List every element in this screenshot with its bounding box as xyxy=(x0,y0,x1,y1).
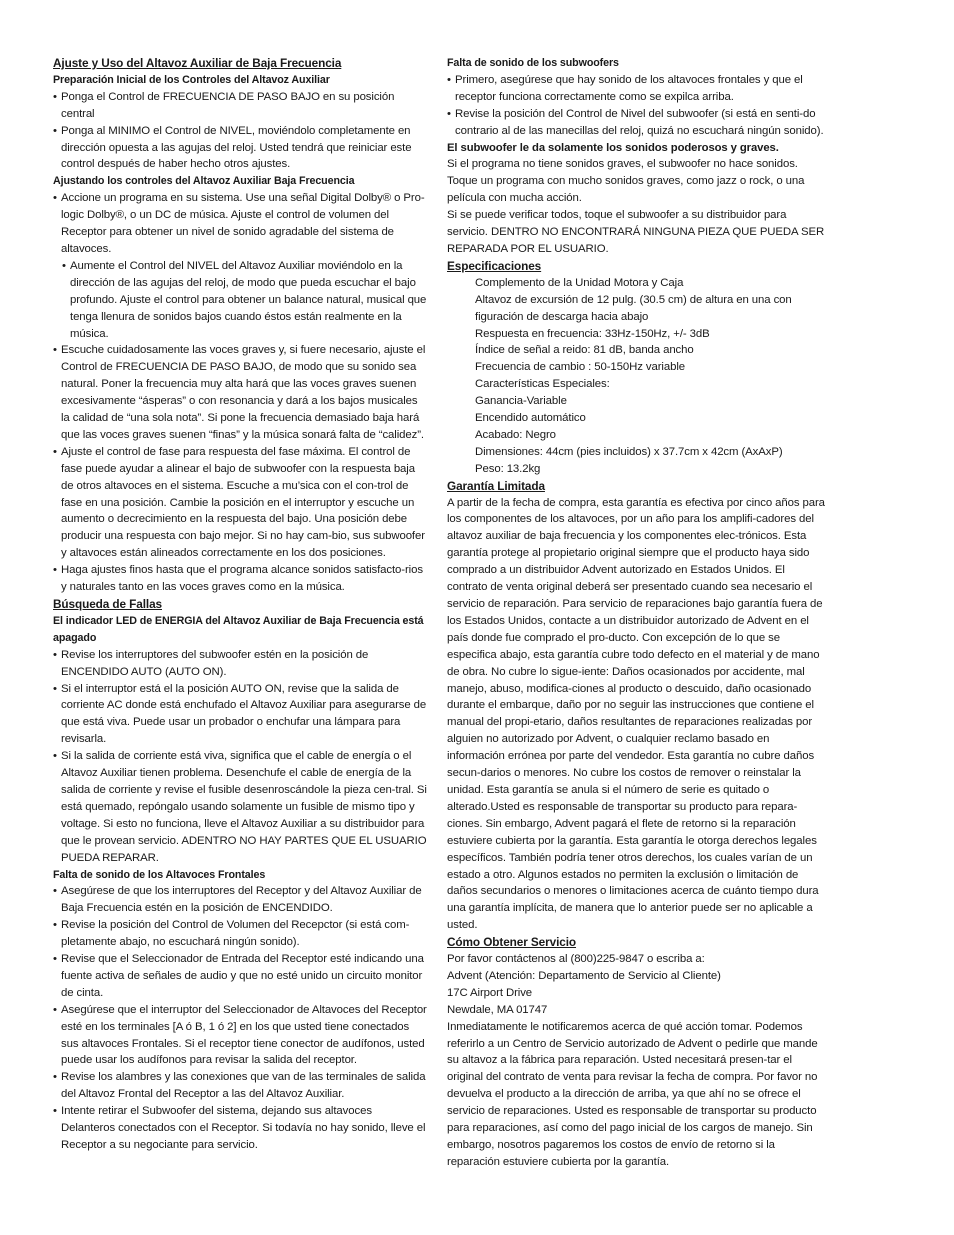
list-item: • Intente retirar el Subwoofer del sistema, dejando sus altavoces Delanteros conectados con el Receptor. Si todavía no hay sonido, lleve el Receptor a su negociante para servicio. xyxy=(53,1103,429,1154)
service-title: Cómo Obtener Servicio xyxy=(447,935,577,950)
spec-item: Altavoz de excursión de 12 pulg. (30.5 cm) de altura en una con figuración de descarga hacia abajo xyxy=(475,293,792,323)
list-item: • Si la salida de corriente está viva, significa que el cable de energía o el Altavoz Auxiliar tienen problema. Desenchufe el cable de energía de la salida de corriente y revise el fusible desenroscándole la pieza cen-tral. Si está quemado, repóngalo usando solamente un fusible de mismo tipo y voltage. Si esto no funciona, lleve el Altavoz Auxiliar a su distribuidor para que le provean servicio. ADENTRO NO HAY PARTES QUE EL USUARIO PUEDA REPARAR. xyxy=(53,748,429,866)
left-column xyxy=(53,55,429,1154)
list-item: • Haga ajustes finos hasta que el programa alcance sonidos satisfacto-rios y naturales tanto en las voces graves como en la música. xyxy=(53,562,429,596)
spec-item: Características Especiales: xyxy=(475,378,610,391)
spec-item: Ganancia-Variable xyxy=(475,395,567,408)
bass-paragraph: Si el programa no tiene sonidos graves, el subwoofer no hace sonidos. Toque un programa con mucho sonidos graves, como jazz o rock, o una película con mucha acción. xyxy=(447,158,805,205)
spec-item: Dimensiones: 44cm (pies incluidos) x 37.7cm x 42cm (AxAxP) xyxy=(475,445,783,458)
spec-item: Complemento de la Unidad Motora y Caja xyxy=(475,276,684,289)
bass-subheading: El subwoofer le da solamente los sonidos poderosos y graves. xyxy=(447,141,779,154)
list-item: • Ponga al MINIMO el Control de NIVEL, moviéndolo completamente en dirección opuesta a las agujas del reloj. Usted tendrá que reiniciar este control después de haber hecho otros ajustes. xyxy=(53,123,429,174)
subs-subheading: Falta de sonido de los subwoofers xyxy=(447,57,619,69)
front-subheading: Falta de sonido de los Altavoces Frontales xyxy=(53,868,266,881)
list-item: • Revise que el Seleccionador de Entrada del Receptor esté indicando una fuente activa de señales de audio y que no esté unido un circuito monitor de cinta. xyxy=(53,951,429,1002)
troubleshooting-title: Búsqueda de Fallas xyxy=(53,597,162,611)
prep-list xyxy=(53,89,429,174)
list-item: • Aumente el Control del NIVEL del Altavoz Auxiliar moviéndolo en la dirección de las agujas del reloj, de modo que pueda escuchar el bajo profundo. Ajuste el control para obtener un balance natural, musical que tenga llenura de sonidos bajos cuando éstos están realmente en la música. xyxy=(62,258,429,343)
contact-block xyxy=(447,951,825,1019)
spec-item: Encendido automático xyxy=(475,412,586,425)
list-item: • Revise los alambres y las conexiones que van de las terminales de salida del Altavoz Frontal del Receptor a las del Altavoz Auxiliar. xyxy=(53,1069,429,1103)
spec-item: Respuesta en frecuencia: 33Hz-150Hz, +/- 3dB xyxy=(475,327,710,340)
prep-subheading: Preparación Inicial de los Controles del Altavoz Auxiliar xyxy=(53,73,330,86)
list-item: • Asegúrese que el interruptor del Seleccionador de Altavoces del Receptor esté en los terminales [A ó B, 1 ó 2] en los que usted tiene conectados sus altavoces Frontales. Si el receptor tiene conector de audífonos, usted puede usar los audífonos para revisar la salida del receptor. xyxy=(53,1002,429,1070)
contact-line: Newdale, MA 01747 xyxy=(447,1003,548,1016)
led-list xyxy=(53,647,429,867)
list-item: • Asegúrese de que los interruptores del Receptor y del Altavoz Auxiliar de Baja Frecuencia estén en la posición de ENCENDIDO. xyxy=(53,883,429,917)
spec-item: Peso: 13.2kg xyxy=(475,462,541,475)
list-item: • Si el interruptor está el la posición AUTO ON, revise que la salida de corriente AC donde está enchufado el Altavoz Auxiliar para asegurarse de que está viva. Puede usar un probador o enchufar una lámpara para revisarla. xyxy=(53,681,429,749)
list-item: • Ajuste el control de fase para respuesta del fase máxima. El control de fase puede ayudar a alinear el bajo de subwoofer con la respuesta baja de otros altavoces en el sistema. Escuche a mu’sica con el con-trol de fase en una posición. Cambie la posición en el interruptor y escuche un aumento o decrecimiento en la respuesta del bajo. Una posición debe producir una respuesta con bajo mejor. Si no hay cam-bio, sus subwoofer y altavoces están alineados correctamente en los dos posiciones. xyxy=(53,444,429,562)
adjust-list xyxy=(53,190,429,596)
list-item: • Revise la posición del Control de Volumen del Recepctor (si está com-pletamente abajo, no escuchará ningún sonido). xyxy=(53,917,429,951)
list-item: • Accione un programa en su sistema. Use una señal Digital Dolby® o Pro-logic Dolby®, o un DC de música. Ajuste el control de volumen del Receptor para obtener un nivel de sonido agradable del sistema de altavoces. xyxy=(53,190,429,258)
subs-list xyxy=(447,72,825,140)
spec-item: Índice de señal a reido: 81 dB, banda ancho xyxy=(475,344,694,357)
spec-item: Acabado: Negro xyxy=(475,428,556,441)
list-item: • Primero, asegúrese que hay sonido de los altavoces frontales y que el receptor funciona correctamente como se expilca arriba. xyxy=(447,72,825,106)
list-item: • Ponga el Control de FRECUENCIA DE PASO BAJO en su posición central xyxy=(53,89,429,123)
contact-line: Por favor contáctenos al (800)225-9847 o escriba a: xyxy=(447,953,705,966)
specs-list xyxy=(447,275,825,478)
list-item: • Revise la posición del Control de Nivel del subwoofer (si está en senti-do contrario al de las manecillas del reloj, quizá no escuchará ningún sonido). xyxy=(447,106,825,140)
service-paragraph: Inmediatamente le notificaremos acerca de qué acción tomar. Podemos referirlo a un Centro de Servicio autorizado de Advent o pedirle que mande su altavoz a la fábrica para reparación. Usted necesitará presen-tar el original del contrato de venta para revisar la fecha de compra. Por favor no devuelva el producto a la dirección de arriba, ya que ahí no se ofrece el servicio de reparaciones. Usted es responsable de transportar su producto para reparaciones, así como del pago inicial de los cargos de manejo. Sin embargo, nosotros pagaremos los costos de envío de retorno si la reparación estuviere cubierta por la garantía. xyxy=(447,1020,818,1168)
specs-title: Especificaciones xyxy=(447,258,542,273)
setup-title: Ajuste y Uso del Altavoz Auxiliar de Baja Frecuencia xyxy=(53,56,342,70)
led-subheading: El indicador LED de ENERGIA del Altavoz Auxiliar de Baja Frecuencia está apagado xyxy=(53,614,424,644)
list-item: • Revise los interruptores del subwoofer estén en la posición de ENCENDIDO AUTO (AUTO ON). xyxy=(53,647,429,681)
list-item: • Escuche cuidadosamente las voces graves y, si fuere necesario, ajuste el Control de FRECUENCIA DE PASO BAJO, de modo que su sonido sea natural. Poner la frecuencia muy alta hará que las voces graves suenen excesivamente “ásperas” o con resonancia y dará a los bajos musicales la calidad de “una sola nota”. Si pone la frecuencia demasiado baja hará que las voces graves suenen “finas” y la música sonará falta de “calidez”. xyxy=(53,342,429,443)
spec-item: Frecuencia de cambio : 50-150Hz variable xyxy=(475,361,686,374)
contact-line: 17C Airport Drive xyxy=(447,986,533,999)
warranty-paragraph: A partir de la fecha de compra, esta garantía es efectiva por cinco años para los componentes de los altavoces, por un año para los amplifi-cadores del altavoz auxiliar de baja frecuencia y los componentes elec-trónicos. Esta garantía protege al propietario original siempre que el producto haya sido comprado a un distribuidor Advent autorizado en Estados Unidos. El contrato de venta original deberá ser presentado cuando sea necesario el servicio de reparación. Para servicio de reparaciones bajo garantía fuera de los Estados Unidos, contacte a un distribuidor autorizado de Advent en el país donde fue comprado el pro-ducto. Con excepción de lo que se especifica abajo, esta garantía cubre todo defecto en el material y de mano de obra. No cubre lo sigue-iente: Daños ocasionados por accidente, mal manejo, abuso, modifica-ciones al producto o descuido, daño ocasionado durante el embarque, daño por no seguir las instrucciones que contiene el manual del propi-etario, daños resultantes de reparaciones realizadas por alguien no autorizado por Advent, o cualquier reclamo basado en información errónea por parte del vendedor. Esta garantía no cubre daños secun-darios o menores. No cubre los costos de remover o reinstalar la unidad. Esta garantía se anula si el número de serie es quitado o alterado.Usted es responsable de transportar su producto para repara-ciones. Sin embargo, Advent pagará el flete de retorno si la reparación estuviere cubierta por la garantía. Esta garantía le otorga derechos legales específicos. También podría tener otros derechos, los cuales varían de un estado a otro. Algunos estados no permiten la exclusión o limitación de daños secundarios o menores o limitaciones acerca de cuánto tiempo dura una garantía implícita, de manera que lo anterior puede ser no aplicable a usted. xyxy=(447,496,825,932)
verify-paragraph: Si se puede verificar todos, toque el subwoofer a su distribuidor para servicio. DENTRO NO ENCONTRARÁ NINGUNA PIEZA QUE PUEDA SER REPARADA POR EL USUARIO. xyxy=(447,209,825,255)
contact-line: Advent (Atención: Departamento de Servicio al Cliente) xyxy=(447,969,721,982)
adjust-subheading: Ajustando los controles del Altavoz Auxiliar Baja Frecuencia xyxy=(53,175,355,188)
warranty-title: Garantía Limitada xyxy=(447,478,545,493)
front-list xyxy=(53,883,429,1154)
right-column xyxy=(447,55,825,1171)
